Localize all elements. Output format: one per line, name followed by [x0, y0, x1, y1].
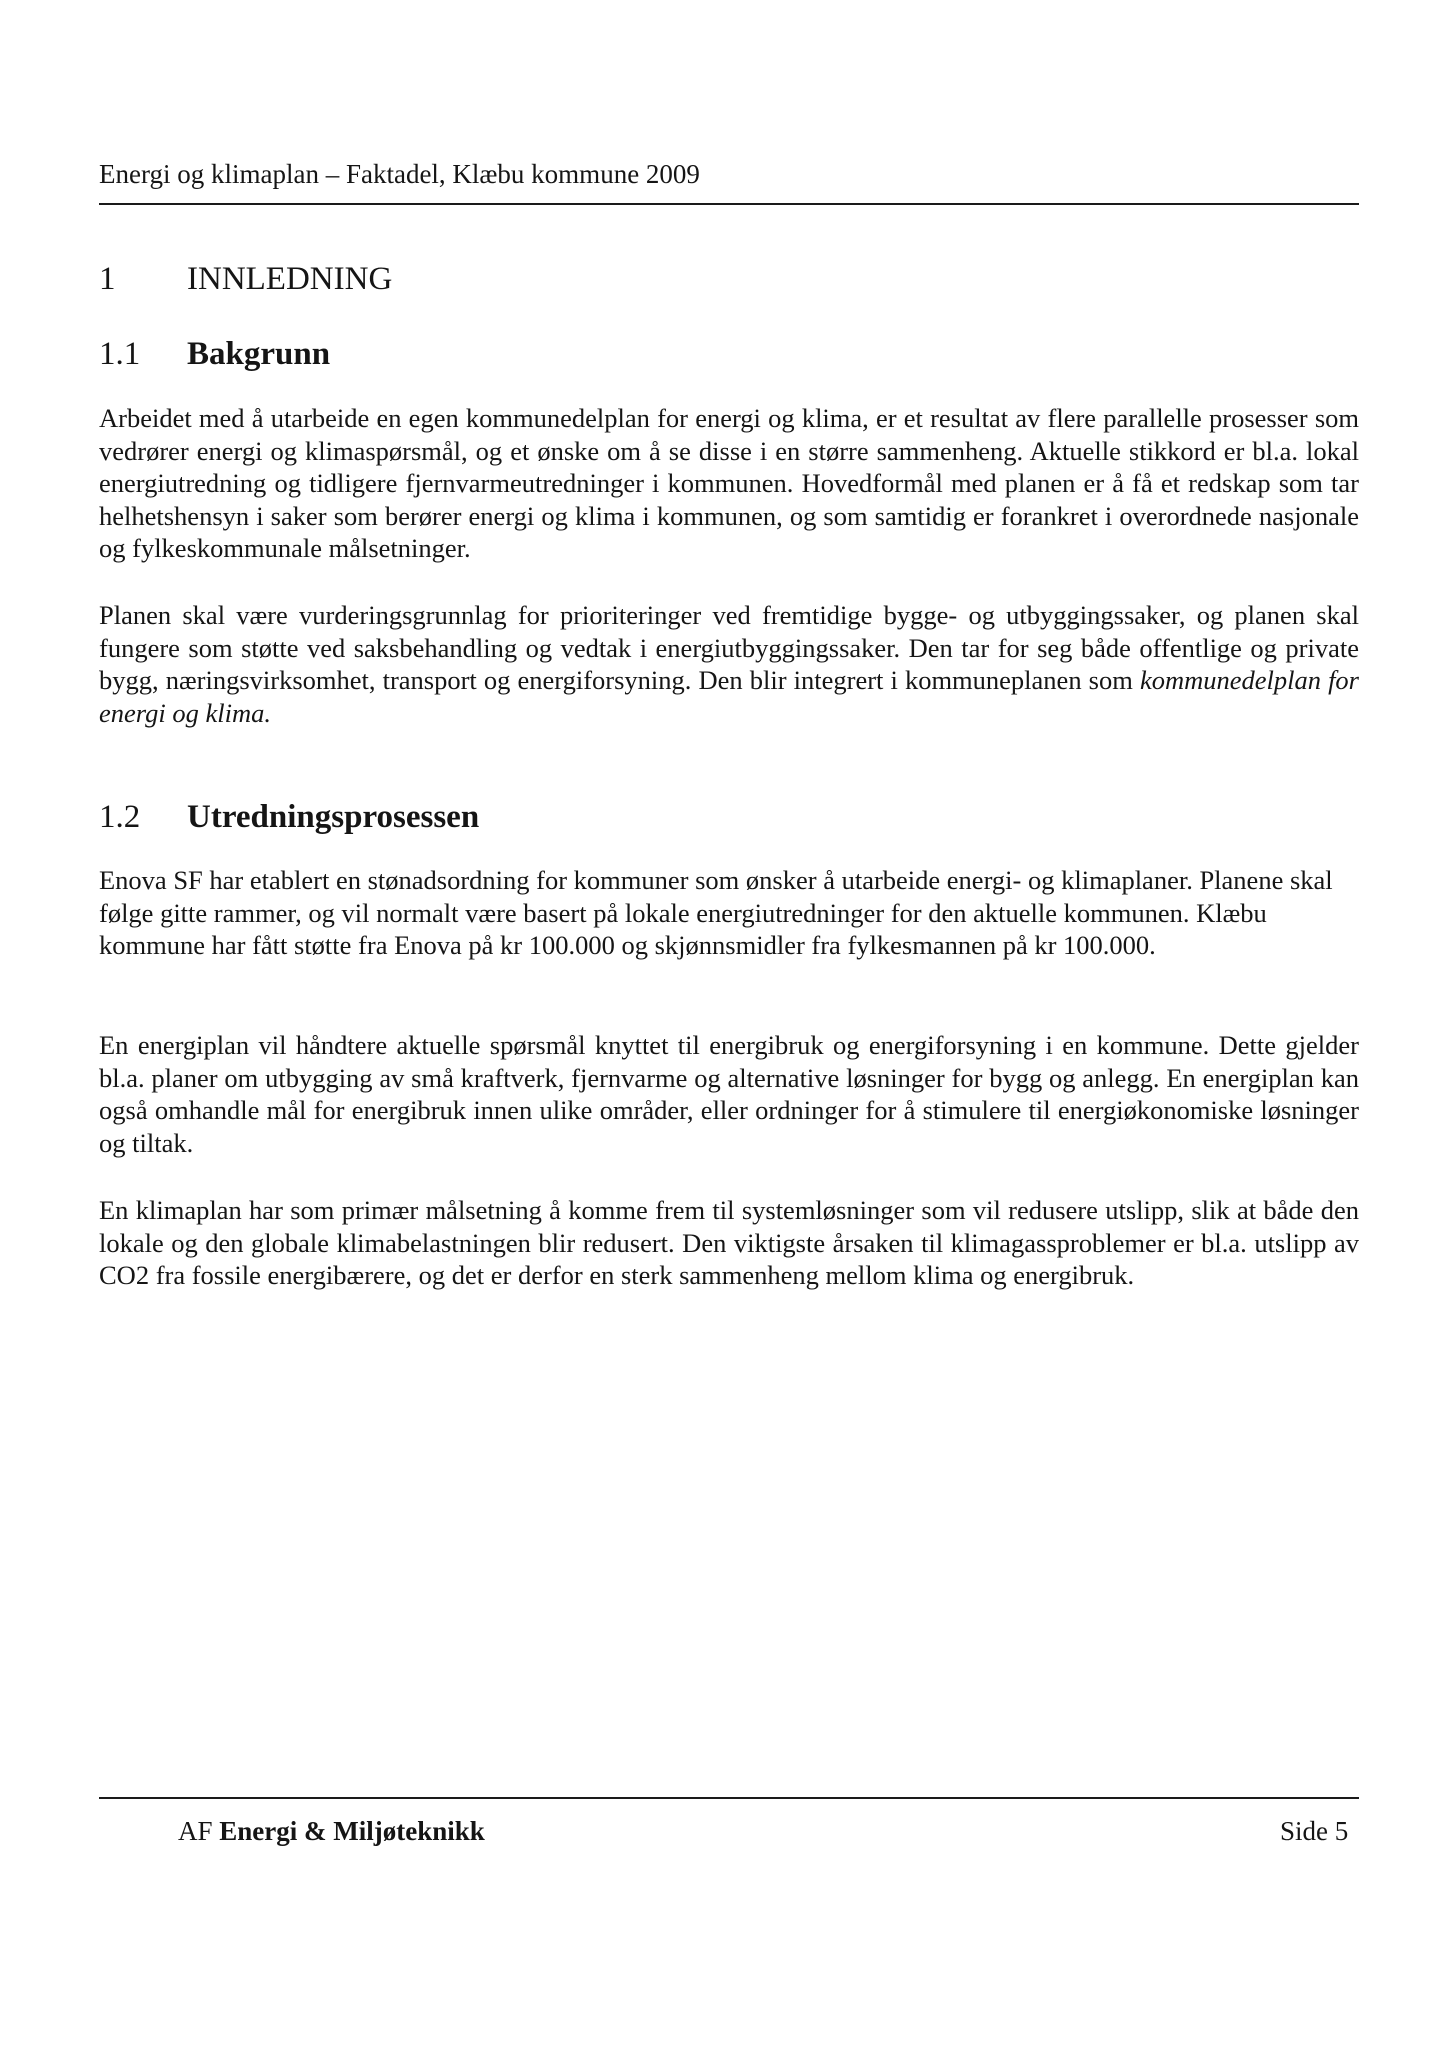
paragraph-text: Planen skal være vurderingsgrunnlag for prioriteringer ved fremtidige bygge- og utbyggingssaker, og planen skal fungere som støtte ved saksbehandling og vedtak i energiutbyggingssaker. Den tar for seg både offentlige og private bygg, næringsvirksomhet, transport og energiforsyning. Den blir integrert i kommuneplanen som	[99, 600, 1359, 695]
header-divider	[99, 203, 1359, 205]
footer-company-prefix: AF	[178, 1816, 220, 1846]
section-title: Bakgrunn	[187, 336, 331, 372]
section-number: 1.2	[99, 799, 141, 835]
chapter-number: 1	[99, 261, 116, 297]
chapter-heading	[99, 259, 392, 299]
paragraph-bakgrunn-1: Arbeidet med å utarbeide en egen kommunedelplan for energi og klima, er et resultat av flere parallelle prosesser som vedrører energi og klimaspørsmål, og et ønske om å se disse i en større sammenheng. Aktuelle stikkord er bl.a. lokal energiutredning og tidligere fjernvarmeutredninger i kommunen. Hovedformål med planen er å få et redskap som tar helhetshensyn i saker som berører energi og klima i kommunen, og som samtidig er forankret i overordnede nasjonale og fylkeskommunale målsetninger.	[99, 403, 1359, 563]
section-heading-bakgrunn	[99, 334, 330, 374]
chapter-title: INNLEDNING	[187, 261, 393, 297]
paragraph-utredning-1: Enova SF har etablert en stønadsordning for kommuner som ønsker å utarbeide energi- og klimaplaner. Planene skal følge gitte rammer, og vil normalt være basert på lokale energiutredninger for den aktuelle kommunen. Klæbu kommune har fått støtte fra Enova på kr 100.000 og skjønnsmidler fra fylkesmannen på kr 100.000.	[99, 865, 1333, 960]
section-number: 1.1	[99, 336, 141, 372]
footer-company-name: Energi & Miljøteknikk	[219, 1816, 485, 1846]
paragraph-bakgrunn-2	[99, 599, 1359, 729]
footer-divider	[99, 1797, 1359, 1799]
running-header: Energi og klimaplan – Faktadel, Klæbu kommune 2009	[99, 159, 700, 189]
section-heading-utredningsprosessen	[99, 797, 479, 837]
paragraph-utredning-3: En klimaplan har som primær målsetning å komme frem til systemløsninger som vil redusere utslipp, slik at både den lokale og den globale klimabelastningen blir redusert. Den viktigste årsaken til klimagassproblemer er bl.a. utslipp av CO2 fra fossile energibærere, og det er derfor en sterk sammenheng mellom klima og energibruk.	[99, 1195, 1359, 1290]
emphasized-plan-name: kommunedelplan for energi og klima.	[99, 665, 1359, 728]
paragraph-utredning-2: En energiplan vil håndtere aktuelle spørsmål knyttet til energibruk og energiforsyning i en kommune. Dette gjelder bl.a. planer om utbygging av små kraftverk, fjernvarme og alternative løsninger for bygg og anlegg. En energiplan kan også omhandle mål for energibruk innen ulike områder, eller ordninger for å stimulere til energiøkonomiske løsninger og tiltak.	[99, 1030, 1359, 1158]
page-number: Side 5	[1280, 1816, 1349, 1846]
section-title: Utredningsprosessen	[187, 799, 480, 835]
footer-company	[178, 1815, 485, 1847]
